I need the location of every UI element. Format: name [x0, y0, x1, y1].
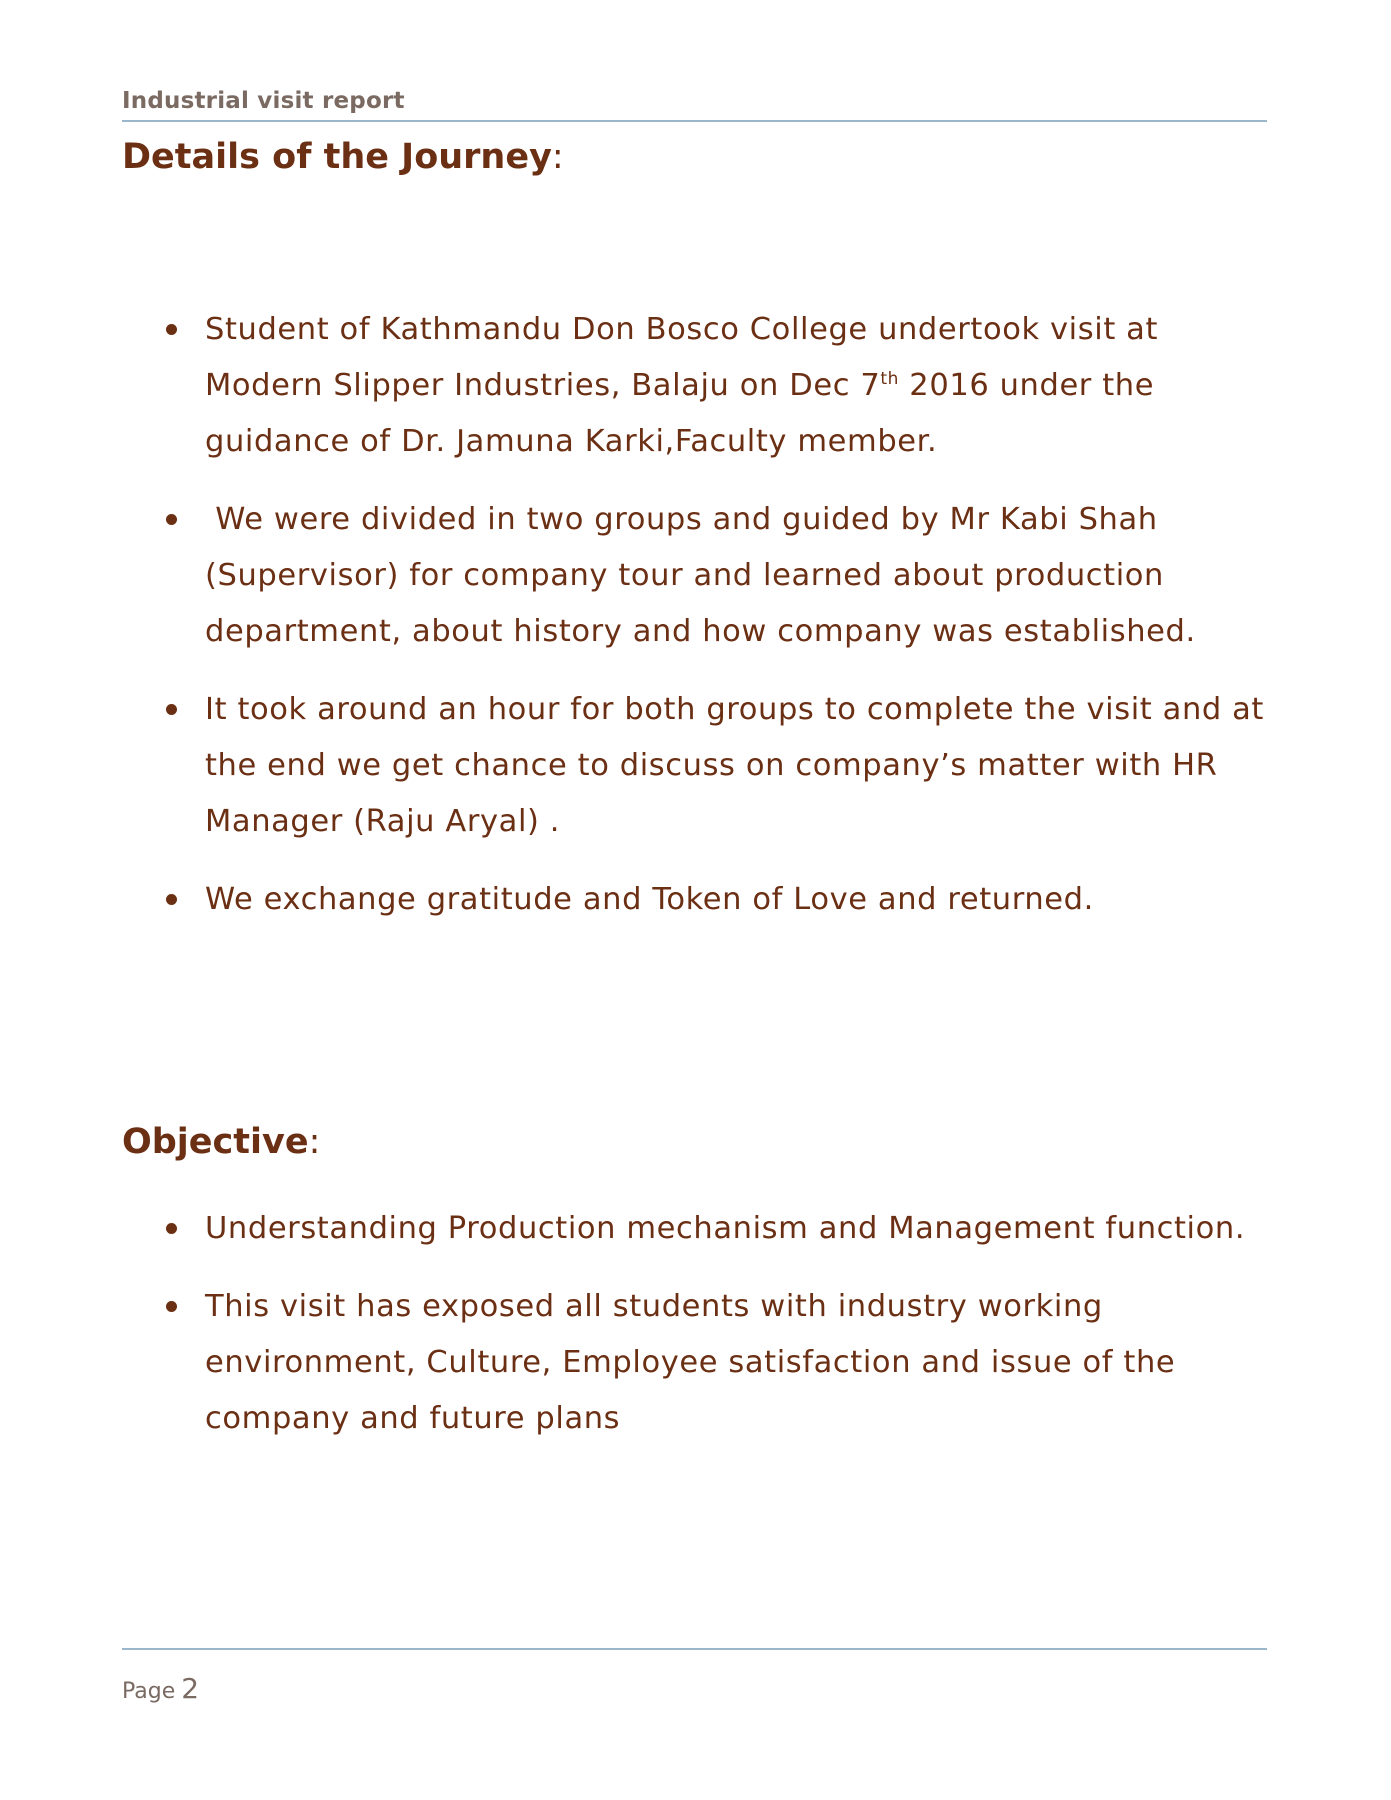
page-label: Page [122, 1679, 176, 1704]
objective-heading-colon: : [308, 1122, 321, 1162]
objective-list [122, 1201, 1267, 1469]
list-item-text: We were divided in two groups and guided by Mr Kabi Shah (Supervisor) for company tour and learned about production department, about history and how company was established. [205, 502, 1196, 649]
list-item [122, 1201, 1267, 1257]
list-item-text: This visit has exposed all students with industry working environment, Culture, Employee satisfaction and issue of the company and future plans [205, 1289, 1176, 1436]
list-item [122, 682, 1267, 850]
list-item-text: We exchange gratitude and Token of Love and returned. [205, 882, 1094, 917]
list-item-text-part: Student of Kathmandu Don Bosco College undertook visit at Modern Slipper Industries, Balaju on Dec 7 [205, 312, 1159, 403]
list-item [122, 492, 1267, 660]
bullet-icon [166, 1301, 177, 1312]
page-footer [122, 1648, 1267, 1705]
list-item [122, 872, 1267, 928]
objective-heading [122, 1122, 320, 1162]
page-number-value: 2 [181, 1672, 200, 1705]
header-title: Industrial visit report [122, 88, 405, 114]
list-item [122, 1279, 1267, 1447]
page-number [122, 1672, 199, 1705]
journey-list [122, 302, 1267, 950]
bullet-icon [166, 324, 177, 335]
bullet-icon [166, 1223, 177, 1234]
bullet-icon [166, 894, 177, 905]
list-item-text: Understanding Production mechanism and Management function. [205, 1211, 1246, 1246]
list-item-text [205, 312, 1158, 459]
page-header [122, 88, 1267, 122]
date-superscript: th [880, 368, 900, 389]
list-item-text: It took around an hour for both groups to complete the visit and at the end we get chance to discuss on company’s matter with HR Manager (Raju Aryal) . [205, 692, 1264, 839]
bullet-icon [166, 514, 177, 525]
bullet-icon [166, 704, 177, 715]
journey-heading-colon: : [551, 137, 564, 177]
journey-heading [122, 137, 564, 177]
objective-heading-text: Objective [122, 1122, 309, 1162]
journey-heading-text: Details of the Journey [122, 137, 552, 177]
list-item [122, 302, 1267, 470]
list-item-text-part: 2016 under the guidance of Dr. Jamuna Karki,Faculty member. [205, 368, 1155, 459]
